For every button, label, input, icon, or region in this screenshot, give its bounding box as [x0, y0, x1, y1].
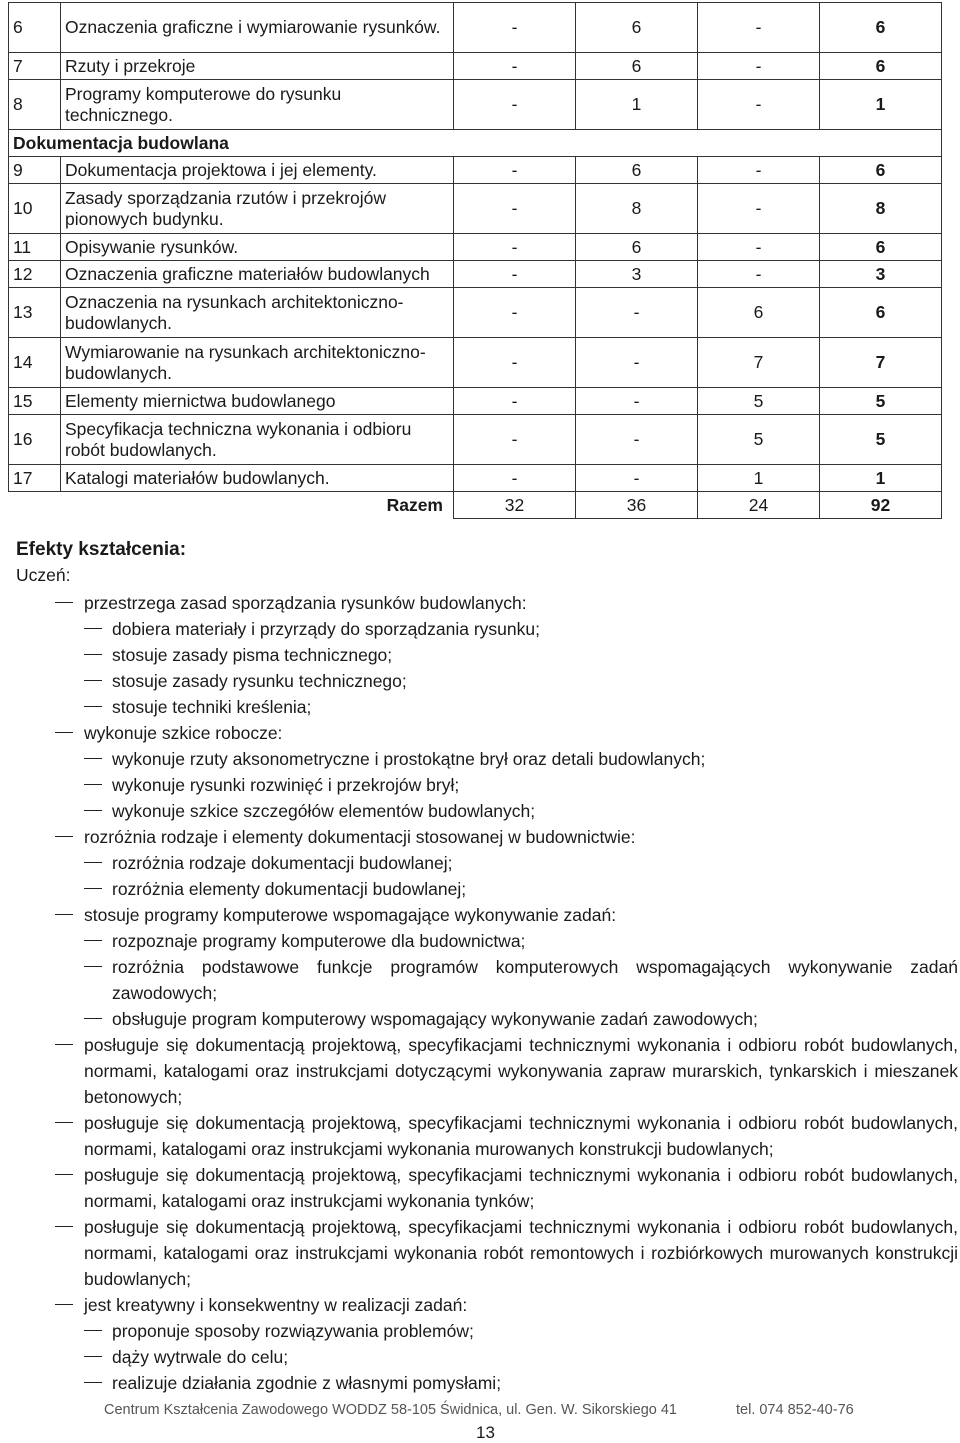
sum-value: 24 — [698, 492, 820, 519]
effect-item — [0, 720, 960, 824]
row-number: 11 — [9, 234, 61, 261]
row-hours: - — [454, 338, 576, 388]
sum-label: Razem — [386, 494, 443, 515]
row-topic: Oznaczenia na rysunkach architektoniczno-budowlanych. — [61, 288, 454, 338]
table-section-row — [9, 130, 942, 157]
sum-value: 36 — [576, 492, 698, 519]
row-hours: - — [454, 288, 576, 338]
row-number: 14 — [9, 338, 61, 388]
page-number: 13 — [476, 1423, 495, 1442]
row-number: 9 — [9, 157, 61, 184]
dash-bullet-icon — [84, 1356, 102, 1357]
effects-intro: Uczeń: — [16, 565, 71, 585]
row-topic: Opisywanie rysunków. — [61, 234, 454, 261]
row-hours: - — [698, 261, 820, 288]
effect-subitem — [84, 1370, 958, 1396]
row-number: 17 — [9, 465, 61, 492]
row-number: 15 — [9, 388, 61, 415]
effect-sublist — [84, 746, 958, 824]
effect-subitem — [84, 954, 958, 1006]
effect-item — [0, 1162, 960, 1214]
row-topic: Elementy miernictwa budowlanego — [61, 388, 454, 415]
row-total: 6 — [820, 53, 942, 80]
row-hours: 6 — [576, 157, 698, 184]
row-total: 6 — [820, 157, 942, 184]
dash-bullet-icon — [84, 1330, 102, 1331]
effect-text: posługuje się dokumentacją projektową, specyfikacjami technicznymi wykonania i odbioru robót budowlanych, normami, katalogami oraz instrukcjami wykonania robót remontowych i rozbiórkowych murowanych konstrukcji budowlanych; — [84, 1217, 958, 1289]
effect-subitem — [84, 928, 958, 954]
row-total: 1 — [820, 80, 942, 130]
dash-bullet-icon — [84, 888, 102, 889]
dash-bullet-icon — [55, 914, 73, 915]
effect-text: posługuje się dokumentacją projektową, specyfikacjami technicznymi wykonania i odbioru robót budowlanych, normami, katalogami oraz instrukcjami wykonania murowanych konstrukcji budowlanych; — [84, 1113, 958, 1159]
row-topic: Zasady sporządzania rzutów i przekrojów pionowych budynku. — [61, 184, 454, 234]
row-hours: 6 — [698, 288, 820, 338]
effect-subitem-text: dobiera materiały i przyrządy do sporządzania rysunku; — [112, 619, 540, 639]
row-topic: Oznaczenia graficzne materiałów budowlanych — [61, 261, 454, 288]
effect-subitem-text: rozróżnia elementy dokumentacji budowlanej; — [112, 879, 467, 899]
row-total: 6 — [820, 288, 942, 338]
effects-title: Efekty kształcenia: — [16, 539, 187, 560]
dash-bullet-icon — [84, 628, 102, 629]
row-topic: Wymiarowanie na rysunkach architektoniczno-budowlanych. — [61, 338, 454, 388]
dash-bullet-icon — [84, 758, 102, 759]
row-number: 6 — [9, 3, 61, 53]
dash-bullet-icon — [55, 1174, 73, 1175]
row-total: 7 — [820, 338, 942, 388]
row-number: 8 — [9, 80, 61, 130]
hours-table-body — [9, 3, 942, 519]
effect-item — [0, 1214, 960, 1292]
effect-subitem-text: stosuje zasady pisma technicznego; — [112, 645, 393, 665]
table-row — [9, 415, 942, 465]
row-hours: - — [698, 184, 820, 234]
effect-text: przestrzega zasad sporządzania rysunków budowlanych: — [84, 593, 527, 613]
effect-sublist — [84, 616, 958, 720]
dash-bullet-icon — [55, 732, 73, 733]
row-hours: 6 — [576, 3, 698, 53]
row-hours: - — [576, 415, 698, 465]
row-hours: - — [576, 388, 698, 415]
row-topic: Rzuty i przekroje — [61, 53, 454, 80]
effect-subitem-text: proponuje sposoby rozwiązywania problemów; — [112, 1321, 474, 1341]
row-hours: - — [454, 157, 576, 184]
table-row — [9, 465, 942, 492]
row-hours: - — [698, 157, 820, 184]
row-hours: 3 — [576, 261, 698, 288]
dash-bullet-icon — [84, 784, 102, 785]
row-number: 10 — [9, 184, 61, 234]
row-hours: - — [454, 3, 576, 53]
effect-subitem-text: rozpoznaje programy komputerowe dla budownictwa; — [112, 931, 526, 951]
effect-text: posługuje się dokumentacją projektową, specyfikacjami technicznymi wykonania i odbioru robót budowlanych, normami, katalogami oraz instrukcjami dotyczącymi wykonywania zapraw murarskich, tynkarskich i mieszanek betonowych; — [84, 1035, 958, 1107]
effect-subitem-text: rozróżnia rodzaje dokumentacji budowlanej; — [112, 853, 453, 873]
row-hours: 1 — [576, 80, 698, 130]
table-row — [9, 261, 942, 288]
effect-subitem-text: stosuje techniki kreślenia; — [112, 697, 312, 717]
effect-subitem-text: rozróżnia podstawowe funkcje programów komputerowych wspomagających wykonywanie zadań zawodowych; — [112, 957, 958, 1003]
hours-table — [8, 2, 942, 519]
dash-bullet-icon — [84, 966, 102, 967]
dash-bullet-icon — [55, 836, 73, 837]
row-hours: 5 — [698, 388, 820, 415]
row-number: 12 — [9, 261, 61, 288]
dash-bullet-icon — [55, 1122, 73, 1123]
row-hours: - — [698, 3, 820, 53]
effect-item — [0, 590, 960, 720]
row-hours: - — [454, 234, 576, 261]
row-hours: 6 — [576, 234, 698, 261]
row-number: 13 — [9, 288, 61, 338]
row-total: 5 — [820, 388, 942, 415]
footer-phone: tel. 074 852-40-76 — [736, 1402, 854, 1418]
effect-subitem-text: wykonuje rysunki rozwinięć i przekrojów brył; — [112, 775, 460, 795]
effect-text: wykonuje szkice robocze: — [84, 723, 283, 743]
row-hours: - — [454, 53, 576, 80]
row-hours: - — [698, 234, 820, 261]
table-row — [9, 338, 942, 388]
dash-bullet-icon — [84, 1382, 102, 1383]
effect-subitem — [84, 850, 958, 876]
effect-item — [0, 1292, 960, 1396]
effect-subitem-text: realizuje działania zgodnie z własnymi pomysłami; — [112, 1373, 502, 1393]
dash-bullet-icon — [84, 810, 102, 811]
effect-subitem — [84, 668, 958, 694]
effect-subitem-text: obsługuje program komputerowy wspomagający wykonywanie zadań zawodowych; — [112, 1009, 758, 1029]
row-total: 8 — [820, 184, 942, 234]
row-total: 3 — [820, 261, 942, 288]
sum-value: 32 — [454, 492, 576, 519]
effect-item — [0, 902, 960, 1032]
row-topic: Dokumentacja projektowa i jej elementy. — [61, 157, 454, 184]
dash-bullet-icon — [84, 706, 102, 707]
row-hours: 7 — [698, 338, 820, 388]
effect-subitem-text: stosuje zasady rysunku technicznego; — [112, 671, 407, 691]
effect-sublist — [84, 1318, 958, 1396]
row-total: 6 — [820, 234, 942, 261]
effect-subitem-text: wykonuje rzuty aksonometryczne i prostokątne brył oraz detali budowlanych; — [112, 749, 706, 769]
row-hours: - — [698, 80, 820, 130]
dash-bullet-icon — [84, 654, 102, 655]
dash-bullet-icon — [55, 1226, 73, 1227]
table-row — [9, 388, 942, 415]
effect-text: posługuje się dokumentacją projektową, specyfikacjami technicznymi wykonania i odbioru robót budowlanych, normami, katalogami oraz instrukcjami wykonania tynków; — [84, 1165, 958, 1211]
row-hours: - — [454, 261, 576, 288]
table-row — [9, 3, 942, 53]
row-hours: 6 — [576, 53, 698, 80]
dash-bullet-icon — [55, 1044, 73, 1045]
row-hours: 5 — [698, 415, 820, 465]
table-row — [9, 80, 942, 130]
row-total: 1 — [820, 465, 942, 492]
dash-bullet-icon — [84, 1018, 102, 1019]
effect-text: jest kreatywny i konsekwentny w realizacji zadań: — [84, 1295, 468, 1315]
effect-subitem-text: dąży wytrwale do celu; — [112, 1347, 289, 1367]
dash-bullet-icon — [84, 862, 102, 863]
dash-bullet-icon — [55, 1304, 73, 1305]
effect-text: rozróżnia rodzaje i elementy dokumentacji stosowanej w budownictwie: — [84, 827, 636, 847]
effect-sublist — [84, 850, 958, 902]
sum-value: 92 — [820, 492, 942, 519]
row-topic: Katalogi materiałów budowlanych. — [61, 465, 454, 492]
effect-subitem — [84, 1318, 958, 1344]
effect-subitem — [84, 1344, 958, 1370]
row-number: 7 — [9, 53, 61, 80]
effect-subitem — [84, 876, 958, 902]
effect-subitem — [84, 798, 958, 824]
table-row — [9, 157, 942, 184]
table-row — [9, 234, 942, 261]
effect-subitem-text: wykonuje szkice szczegółów elementów budowlanych; — [112, 801, 536, 821]
row-hours: 8 — [576, 184, 698, 234]
dash-bullet-icon — [84, 940, 102, 941]
section-title: Dokumentacja budowlana — [9, 130, 942, 157]
effect-subitem — [84, 772, 958, 798]
row-hours: - — [576, 338, 698, 388]
effect-item — [0, 1032, 960, 1110]
effects-list — [0, 590, 960, 1396]
row-hours: - — [576, 465, 698, 492]
row-topic: Oznaczenia graficzne i wymiarowanie rysunków. — [61, 3, 454, 53]
effect-subitem — [84, 642, 958, 668]
row-topic: Programy komputerowe do rysunku technicznego. — [61, 80, 454, 130]
row-topic: Specyfikacja techniczna wykonania i odbioru robót budowlanych. — [61, 415, 454, 465]
row-hours: - — [576, 288, 698, 338]
row-hours: - — [454, 388, 576, 415]
effect-text: stosuje programy komputerowe wspomagające wykonywanie zadań: — [84, 905, 617, 925]
table-row — [9, 184, 942, 234]
row-hours: - — [454, 184, 576, 234]
row-total: 6 — [820, 3, 942, 53]
footer-institution: Centrum Kształcenia Zawodowego WODDZ 58-105 Świdnica, ul. Gen. W. Sikorskiego 41 — [104, 1402, 677, 1418]
dash-bullet-icon — [84, 680, 102, 681]
row-hours: - — [454, 465, 576, 492]
row-number: 16 — [9, 415, 61, 465]
effect-subitem — [84, 746, 958, 772]
table-row — [9, 53, 942, 80]
effect-item — [0, 824, 960, 902]
row-hours: - — [454, 415, 576, 465]
effect-sublist — [84, 928, 958, 1032]
table-row — [9, 288, 942, 338]
effect-subitem — [84, 1006, 958, 1032]
dash-bullet-icon — [55, 602, 73, 603]
table-sum-row — [9, 492, 942, 519]
effect-item — [0, 1110, 960, 1162]
effect-subitem — [84, 694, 958, 720]
row-hours: - — [698, 53, 820, 80]
effect-subitem — [84, 616, 958, 642]
row-total: 5 — [820, 415, 942, 465]
row-hours: 1 — [698, 465, 820, 492]
row-hours: - — [454, 80, 576, 130]
